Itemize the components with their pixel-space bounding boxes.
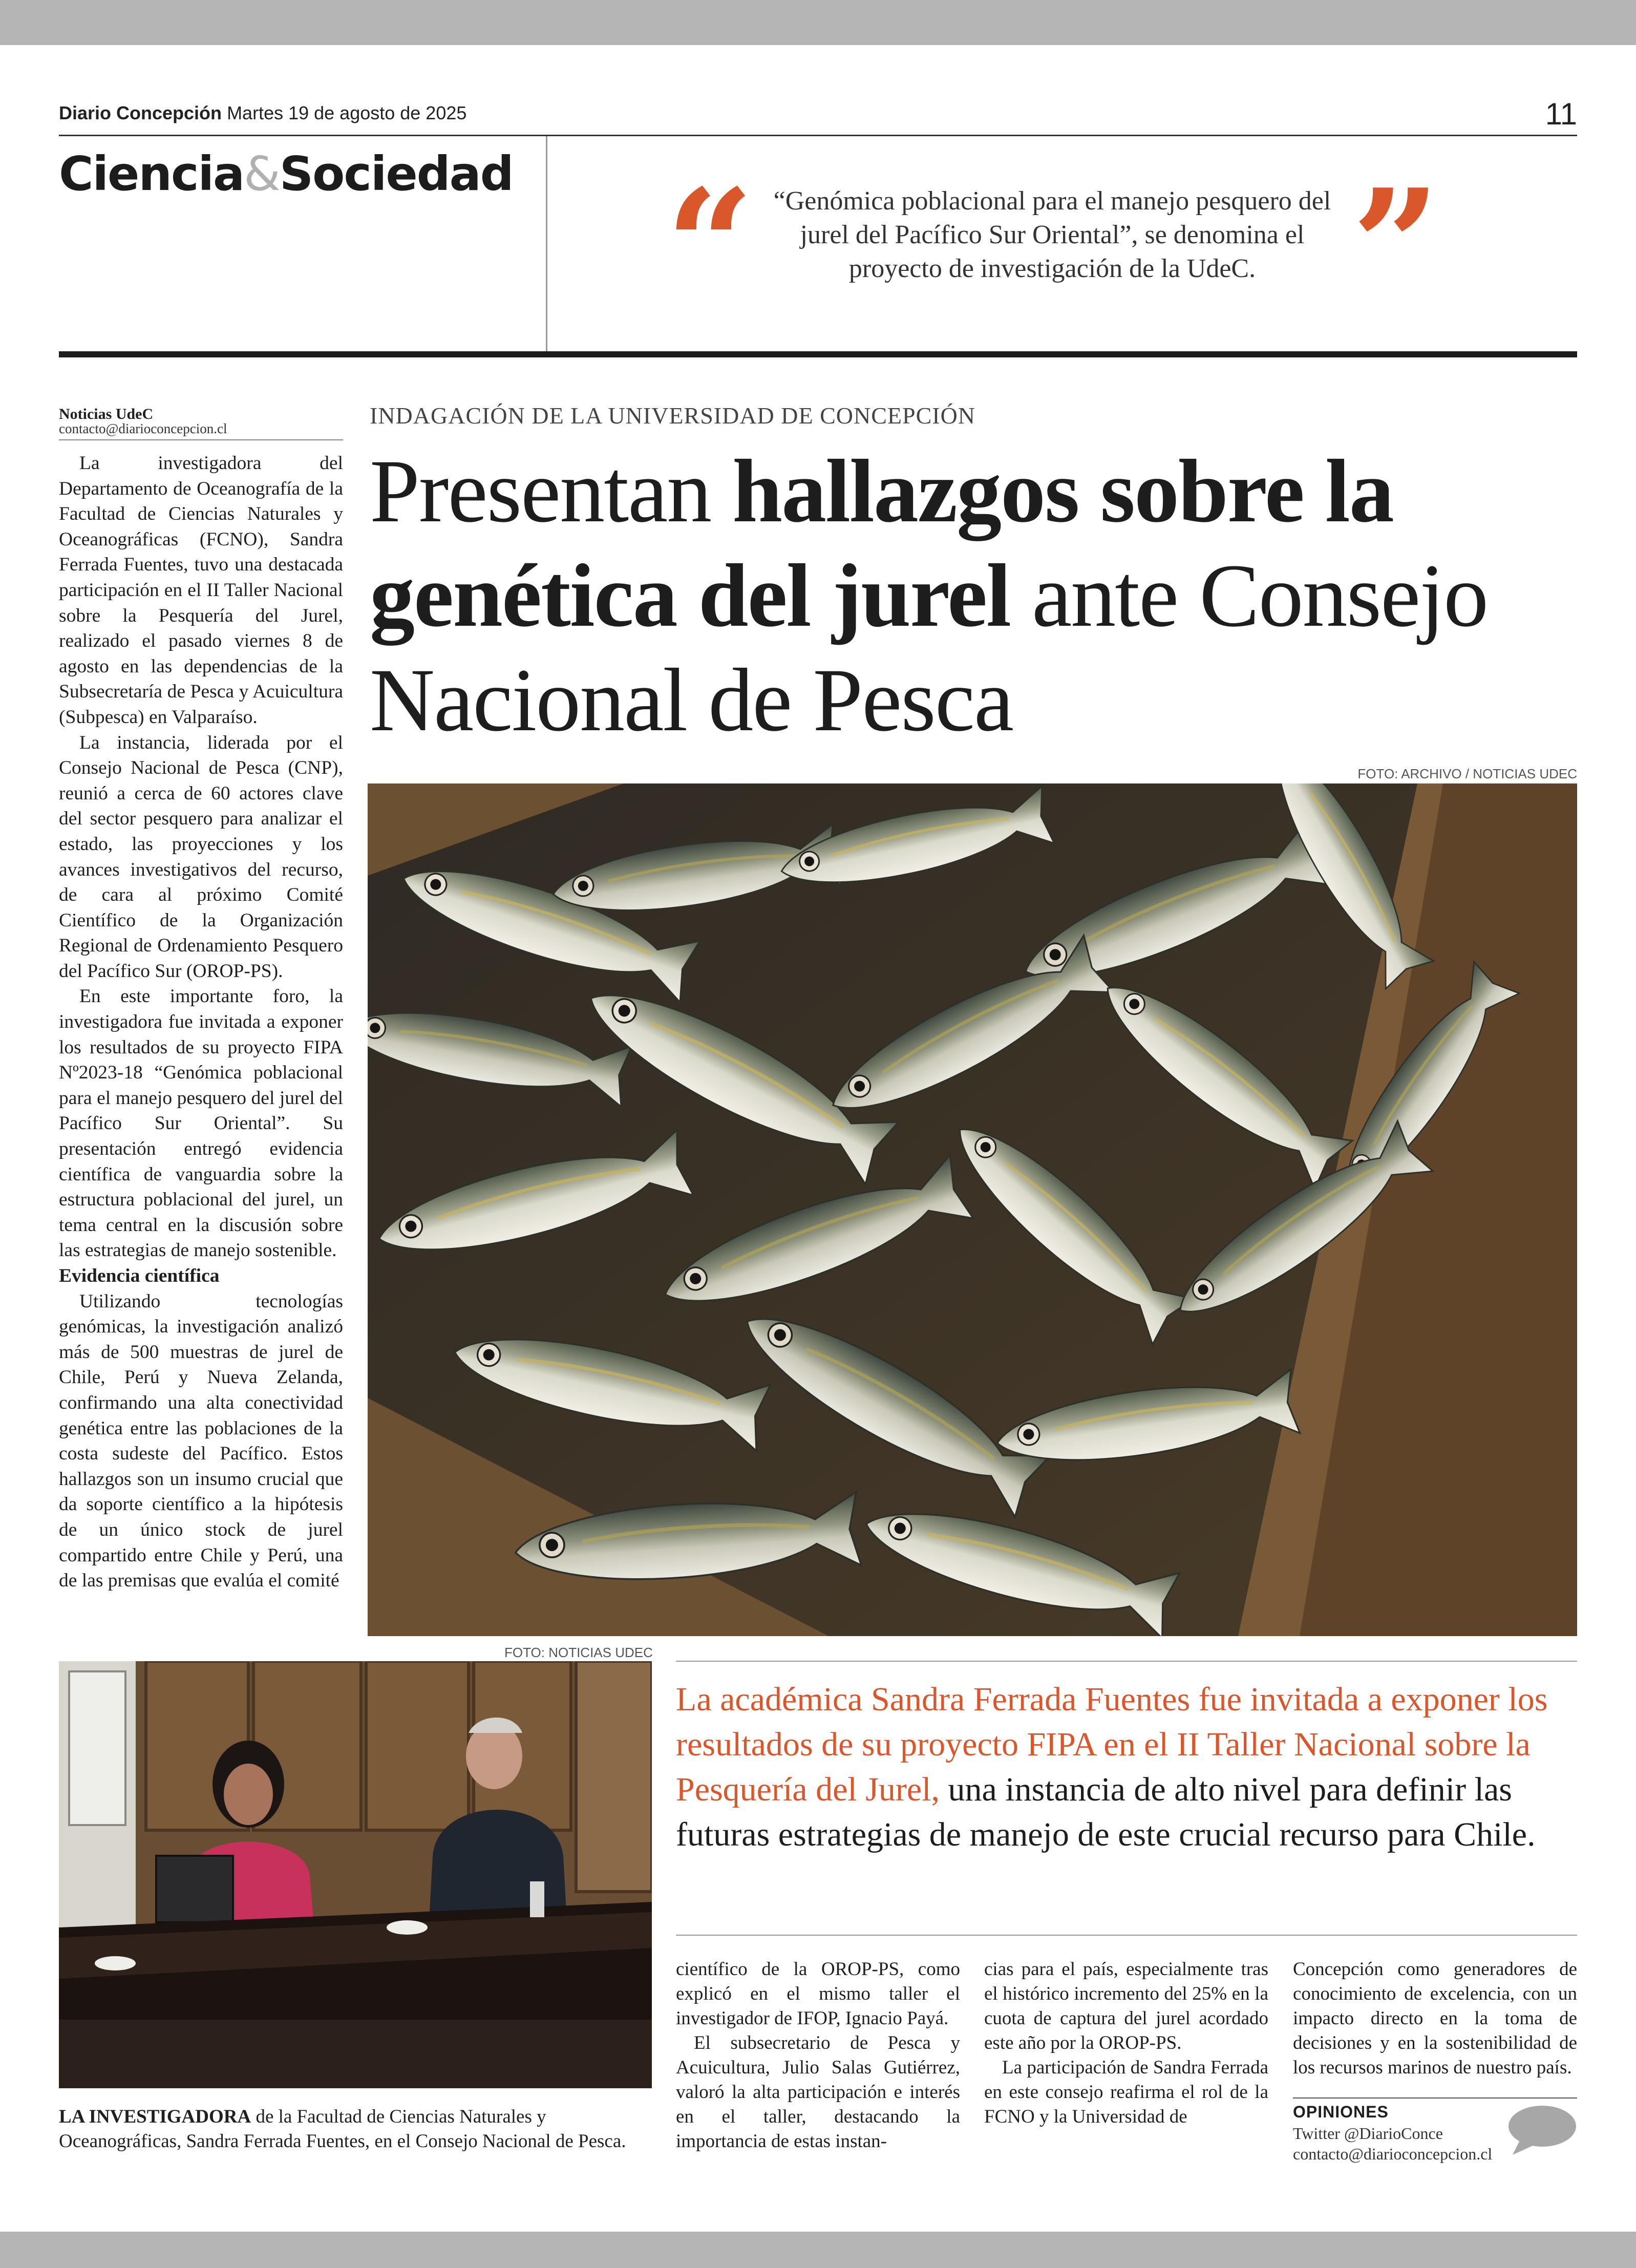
opinions-rule: [1293, 2097, 1577, 2099]
deck-rest: una instancia de alto nivel para definir las futuras estrategias de manejo de este crucial recurso para Chile.: [676, 1771, 1536, 1853]
paper-name: Diario Concepción: [59, 102, 222, 123]
bottom-frame-bar: [0, 2232, 1636, 2268]
headline-part-1: Presentan: [370, 441, 733, 541]
header-divider: [546, 136, 547, 351]
article-paragraph: Concepción como generadores de conocimiento de excelencia, con un impacto directo en la toma de decisiones y en la sostenibilidad de los recursos marinos de nuestro país.: [1293, 1959, 1577, 2078]
article-paragraph: científico de la OROP-PS, como explicó en el mismo taller el investigador de IFOP, Ignacio Payá.: [676, 1959, 960, 2029]
close-quote-icon: ”: [1352, 155, 1440, 336]
meeting-illustration: [59, 1661, 652, 2088]
opinions-email[interactable]: contacto@diarioconcepcion.cl: [1293, 2145, 1493, 2163]
open-quote-icon: “: [666, 155, 754, 336]
article-kicker: INDAGACIÓN DE LA UNIVERSIDAD DE CONCEPCIÓN: [370, 402, 976, 429]
header-thick-rule: [59, 351, 1577, 357]
pull-quote: “Genómica poblacional para el manejo pesquero del jurel del Pacífico Sur Oriental”, se denomina el proyecto de investigación de la UdeC.: [773, 186, 1331, 283]
article-paragraph: Utilizando tecnologías genómicas, la investigación analizó más de 500 muestras de jurel de Chile, Perú y Nueva Zelanda, confirmando una alta conectividad genética entre las poblaciones de la costa sudeste del Pacífico. Estos hallazgos son un insumo crucial que da soporte científico a la hipótesis de un único stock de jurel compartido entre Chile y Perú, una de las premisas que evalúa el comité: [59, 1290, 343, 1592]
photo-credit-main: FOTO: ARCHIVO / NOTICIAS UDEC: [1357, 766, 1577, 781]
article-subhead: Evidencia científica: [59, 1265, 220, 1286]
page-number: 11: [1545, 97, 1577, 131]
byline-email[interactable]: contacto@diarioconcepcion.cl: [59, 421, 227, 436]
section-ampersand: &: [244, 146, 280, 201]
headline-bold: hallazgos sobre la genética del jurel: [370, 441, 1393, 646]
meeting-photo: [59, 1661, 652, 2088]
deck-accent: La académica Sandra Ferrada Fuentes fue invitada a exponer los resultados de su proyecto FIPA en el II Taller Nacional sobre la Pesquería del Jurel,: [676, 1681, 1548, 1808]
fish-illustration: [368, 783, 1577, 1636]
article-headline: [370, 439, 1578, 753]
bottom-column-3: [1293, 1957, 1577, 2080]
article-paragraph: La investigadora del Departamento de Oceanografía de la Facultad de Ciencias Naturales y Oceanográficas (FCNO), Sandra Ferrada Fuentes, tuvo una destacada participación en el II Taller Nacional sobre la Pesquería del Jurel, realizado el pasado viernes 8 de agosto en las dependencias de la Subsecretaría de Pesca y Acuicultura (Subpesca) en Valparaíso.: [59, 453, 343, 728]
bottom-column-2: [984, 1957, 1268, 2129]
photo-credit-meeting: FOTO: NOTICIAS UDEC: [504, 1645, 653, 1660]
photo-caption: [59, 2105, 653, 2154]
bottom-column-1: [676, 1957, 960, 2154]
deck-rule-bottom: [676, 1935, 1577, 1936]
byline-rule: [59, 439, 343, 440]
section-title: [59, 146, 513, 201]
section-title-part-a: Ciencia: [59, 146, 244, 201]
masthead: [59, 102, 466, 124]
caption-text: de la Facultad de Ciencias Naturales y Oceanográficas, Sandra Ferrada Fuentes, en el Consejo Nacional de Pesca.: [59, 2106, 626, 2152]
section-title-part-b: Sociedad: [279, 146, 513, 201]
header-rule: [59, 135, 1577, 136]
top-frame-bar: [0, 0, 1636, 45]
opinions-twitter[interactable]: Twitter @DiarioConce: [1293, 2124, 1443, 2143]
article-paragraph: La participación de Sandra Ferrada en este consejo reafirma el rol de la FCNO y la Universidad de: [984, 2057, 1268, 2127]
article-paragraph: La instancia, liderada por el Consejo Nacional de Pesca (CNP), reunió a cerca de 60 actores clave del sector pesquero para analizar el estado, las proyecciones y los avances investigativos del recurso, de cara al próximo Comité Científico de la Organización Regional de Ordenamiento Pesquero del Pacífico Sur (OROP-PS).: [59, 732, 343, 982]
speech-bubble-icon: [1505, 2105, 1577, 2158]
opinions-title: OPINIONES: [1293, 2103, 1389, 2121]
main-photo-fish: [368, 783, 1577, 1636]
byline-author: Noticias UdeC: [59, 406, 154, 422]
caption-lead: LA INVESTIGADORA: [59, 2106, 251, 2127]
article-paragraph: cias para el país, especialmente tras el histórico incremento del 25% en la cuota de captura del jurel acordado este año por la OROP-PS.: [984, 1959, 1268, 2053]
left-column: [59, 451, 343, 1628]
article-paragraph: En este importante foro, la investigadora fue invitada a exponer los resultados de su proyecto FIPA Nº2023-18 “Genómica poblacional para el manejo pesquero del jurel del Pacífico Sur Oriental”. Su presentación entregó evidencia científica de vanguardia sobre la estructura poblacional del jurel, un tema central en la discusión sobre las estrategias de manejo sostenible.: [59, 986, 343, 1261]
article-deck: [676, 1677, 1577, 1857]
deck-rule-top: [676, 1661, 1577, 1662]
issue-date: Martes 19 de agosto de 2025: [227, 102, 467, 123]
article-paragraph: El subsecretario de Pesca y Acuicultura, Julio Salas Gutiérrez, valoró la alta participación e interés en el taller, destacando la importancia de estas instan-: [676, 2032, 960, 2152]
headline-part-3: ante Consejo Nacional de Pesca: [370, 546, 1488, 750]
